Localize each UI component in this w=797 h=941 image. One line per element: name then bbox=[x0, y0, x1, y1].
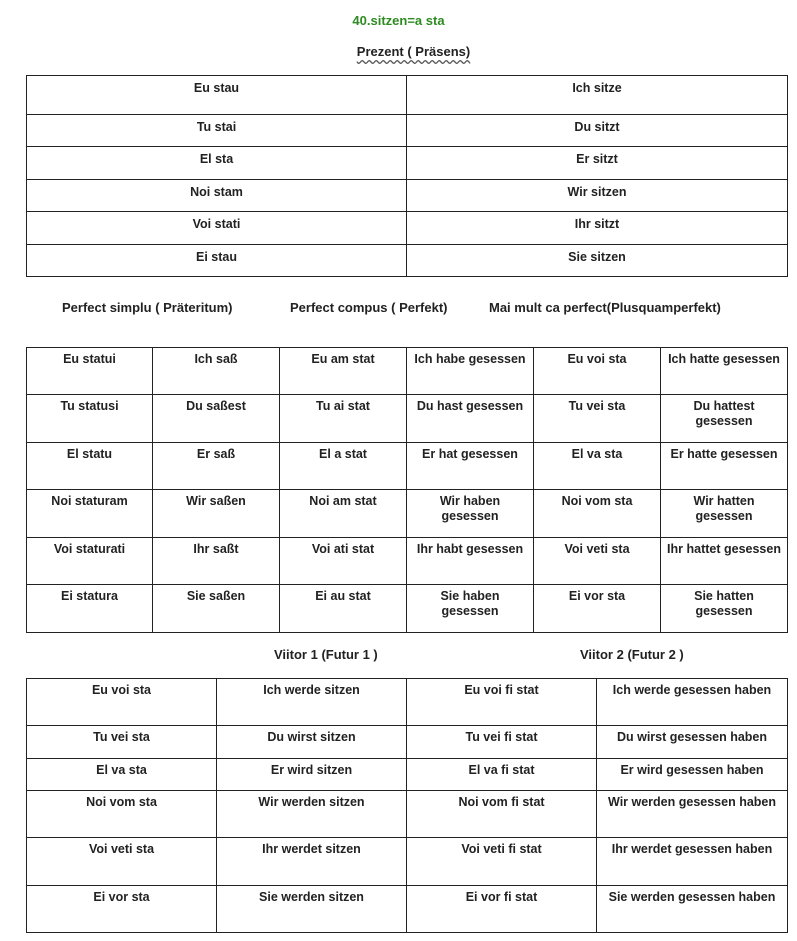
table-cell: Du wirst sitzen bbox=[217, 726, 407, 759]
table-cell: Er hatte gesessen bbox=[661, 443, 788, 490]
table-cell: Du hattest gesessen bbox=[661, 395, 788, 443]
table-cell: Ei statura bbox=[27, 585, 153, 633]
table-cell: Du wirst gesessen haben bbox=[597, 726, 788, 759]
table-cell: Ihr hattet gesessen bbox=[661, 538, 788, 585]
table-cell: Noi vom fi stat bbox=[407, 791, 597, 838]
table-cell: Ei vor fi stat bbox=[407, 886, 597, 933]
table-cell: Ich habe gesessen bbox=[407, 348, 534, 395]
page-title: 40.sitzen=a sta bbox=[352, 13, 445, 28]
table-cell: Ihr werdet sitzen bbox=[217, 838, 407, 886]
table-cell: Ei au stat bbox=[280, 585, 407, 633]
table-cell: Voi veti sta bbox=[534, 538, 661, 585]
table-cell: Eu stau bbox=[27, 76, 407, 115]
table-cell: Tu vei sta bbox=[534, 395, 661, 443]
table-cell: El sta bbox=[27, 147, 407, 180]
table-cell: Ich werde gesessen haben bbox=[597, 679, 788, 726]
viitor-table bbox=[26, 678, 788, 933]
table-cell: Voi veti fi stat bbox=[407, 838, 597, 886]
table-cell: Tu vei fi stat bbox=[407, 726, 597, 759]
table-cell: Tu ai stat bbox=[280, 395, 407, 443]
table-cell: Sie sitzen bbox=[407, 245, 788, 277]
table-cell: Sie werden sitzen bbox=[217, 886, 407, 933]
table-cell: Eu voi sta bbox=[27, 679, 217, 726]
table-cell: Du saßest bbox=[153, 395, 280, 443]
table-cell: El va sta bbox=[27, 759, 217, 791]
table-cell: Ihr saßt bbox=[153, 538, 280, 585]
perfect-compus-heading: Perfect compus ( Perfekt) bbox=[290, 300, 448, 315]
table-cell: Noi vom sta bbox=[534, 490, 661, 538]
prezent-table bbox=[26, 75, 788, 277]
table-cell: Er wird gesessen haben bbox=[597, 759, 788, 791]
table-cell: El statu bbox=[27, 443, 153, 490]
trecut-table bbox=[26, 347, 788, 633]
table-cell: Noi stam bbox=[27, 180, 407, 212]
table-cell: Ihr werdet gesessen haben bbox=[597, 838, 788, 886]
table-cell: Sie haben gesessen bbox=[407, 585, 534, 633]
table-cell: Er sitzt bbox=[407, 147, 788, 180]
table-cell: Sie werden gesessen haben bbox=[597, 886, 788, 933]
mai-mult-ca-perfect-heading: Mai mult ca perfect(Plusquamperfekt) bbox=[489, 300, 721, 315]
table-cell: Voi staturati bbox=[27, 538, 153, 585]
table-cell: Sie hatten gesessen bbox=[661, 585, 788, 633]
table-cell: Du sitzt bbox=[407, 115, 788, 147]
table-cell: Eu am stat bbox=[280, 348, 407, 395]
table-cell: Voi stati bbox=[27, 212, 407, 245]
table-cell: Du hast gesessen bbox=[407, 395, 534, 443]
table-cell: Ihr habt gesessen bbox=[407, 538, 534, 585]
table-cell: Noi vom sta bbox=[27, 791, 217, 838]
table-cell: Sie saßen bbox=[153, 585, 280, 633]
table-cell: El a stat bbox=[280, 443, 407, 490]
table-cell: Wir werden sitzen bbox=[217, 791, 407, 838]
table-cell: El va fi stat bbox=[407, 759, 597, 791]
table-cell: Ihr sitzt bbox=[407, 212, 788, 245]
table-cell: Er saß bbox=[153, 443, 280, 490]
table-cell: Tu statusi bbox=[27, 395, 153, 443]
table-cell: Tu vei sta bbox=[27, 726, 217, 759]
perfect-simplu-heading: Perfect simplu ( Präteritum) bbox=[62, 300, 233, 315]
table-cell: Noi staturam bbox=[27, 490, 153, 538]
table-cell: Ich sitze bbox=[407, 76, 788, 115]
table-cell: El va sta bbox=[534, 443, 661, 490]
table-cell: Eu voi sta bbox=[534, 348, 661, 395]
table-cell: Wir saßen bbox=[153, 490, 280, 538]
viitor-2-heading: Viitor 2 (Futur 2 ) bbox=[580, 647, 684, 662]
table-cell: Ei vor sta bbox=[27, 886, 217, 933]
table-cell: Ei vor sta bbox=[534, 585, 661, 633]
table-cell: Voi ati stat bbox=[280, 538, 407, 585]
table-cell: Ich werde sitzen bbox=[217, 679, 407, 726]
table-cell: Wir hatten gesessen bbox=[661, 490, 788, 538]
table-cell: Tu stai bbox=[27, 115, 407, 147]
viitor-1-heading: Viitor 1 (Futur 1 ) bbox=[274, 647, 378, 662]
table-cell: Ei stau bbox=[27, 245, 407, 277]
table-cell: Ich saß bbox=[153, 348, 280, 395]
table-cell: Er wird sitzen bbox=[217, 759, 407, 791]
table-cell: Eu voi fi stat bbox=[407, 679, 597, 726]
table-cell: Wir sitzen bbox=[407, 180, 788, 212]
table-cell: Er hat gesessen bbox=[407, 443, 534, 490]
prezent-heading bbox=[0, 44, 797, 59]
table-cell: Noi am stat bbox=[280, 490, 407, 538]
table-cell: Voi veti sta bbox=[27, 838, 217, 886]
prezent-heading-text: Prezent ( Präsens) bbox=[356, 44, 471, 59]
table-cell: Wir werden gesessen haben bbox=[597, 791, 788, 838]
table-cell: Wir haben gesessen bbox=[407, 490, 534, 538]
table-cell: Ich hatte gesessen bbox=[661, 348, 788, 395]
table-cell: Eu statui bbox=[27, 348, 153, 395]
